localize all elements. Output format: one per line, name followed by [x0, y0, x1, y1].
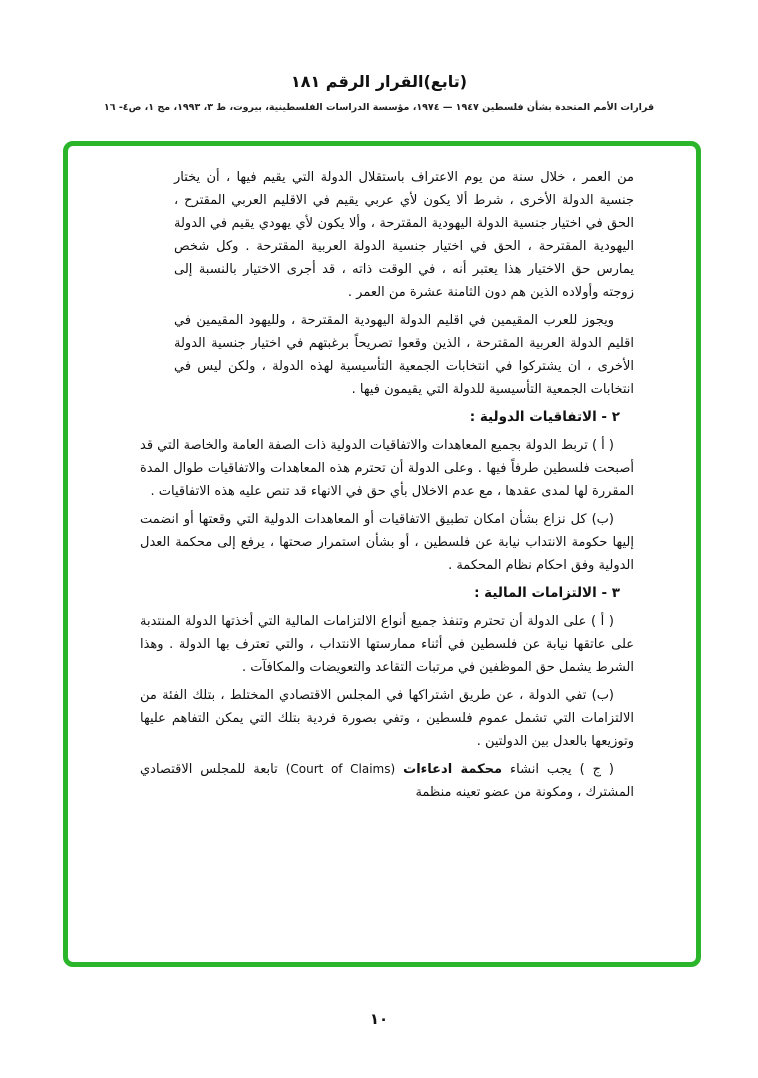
paragraph-financial-b: (ب) تفي الدولة ، عن طريق اشتراكها في المجلس الاقتصادي المختلط ، بتلك الفئة من الالتزامات التي تشمل عموم فلسطين ، وتفي بصورة فردية بتلك التي يمكن التفاهم عليها وتوزيعها بالعدل بين الدولتين .: [140, 688, 634, 749]
source-citation: قرارات الأمم المتحدة بشأن فلسطين ١٩٤٧ — ١٩٧٤، مؤسسة الدراسات الفلسطينية، بيروت، ط ٣، ١٩٩٣، مج ١، ص٤- ١٦: [103, 102, 655, 113]
paragraph-election-participation: ويجوز للعرب المقيمين في اقليم الدولة اليهودية المقترحة ، ولليهود المقيمين في اقليم الدولة العربية المقترحة ، الذين وقعوا تصريحاً برغبتهم في اختيار جنسية الدولة الأخرى ، ان يشتركوا في انتخابات الجمعية التأسيسية لهذه الدولة ، ولكن ليس في انتخابات الجمعية التأسيسية للدولة التي يقيمون فيها .: [174, 313, 634, 397]
court-paragraph-rest: تابعة للمجلس الاقتصادي المشترك ، ومكونة من عضو تعينه منظمة: [140, 762, 634, 800]
resolution-text-body: [68, 146, 696, 962]
page-number: ١٠: [369, 1010, 389, 1028]
court-name-english: (Court of Claims): [285, 762, 396, 776]
paragraph-financial-a: ( أ ) على الدولة أن تحترم وتنفذ جميع أنواع الالتزامات المالية التي أخذتها الدولة المنتدبة على عاتقها نيابة عن فلسطين في أثناء ممارستها الانتداب ، والتي تعترف بها الدولة . وهذا الشرط يشمل حق الموظفين في مرتبات التقاعد والتعويضات والمكافآت .: [140, 614, 634, 675]
paragraph-citizenship-choice: من العمر ، خلال سنة من يوم الاعتراف باستقلال الدولة التي يقيم فيها ، أن يختار جنسية الدولة الأخرى ، شرط ألا يكون لأي عربي يقيم في الاقليم العربي المقترح ، الحق في اختيار جنسية الدولة اليهودية المقترحة ، وألا يكون لأي يهودي يقيم في الدولة اليهودية المقترحة ، الحق في اختيار جنسية الدولة العربية المقترحة . وكل شخص يمارس حق الاختيار هذا يعتبر أنه ، في الوقت ذاته ، قد أجرى الاختيار بالنسبة إلى زوجته وأولاده الذين هم دون الثامنة عشرة من العمر .: [174, 170, 634, 300]
court-paragraph-prefix: ( ج ) يجب انشاء: [502, 762, 614, 777]
page-header: [0, 72, 758, 113]
resolution-title: (تابع)القرار الرقم ١٨١: [290, 72, 468, 91]
section-heading-international-agreements: ٢ - الاتفاقيات الدولية :: [469, 409, 620, 425]
court-name-arabic: محكمة ادعاءات: [403, 762, 503, 777]
paragraph-court-of-claims: [140, 758, 634, 804]
highlight-border-box: [63, 141, 701, 967]
paragraph-agreements-a: ( أ ) تربط الدولة بجميع المعاهدات والاتفاقيات الدولية ذات الصفة العامة والخاصة التي قد أصبحت فلسطين طرفاً فيها . وعلى الدولة أن تحترم هذه المعاهدات والاتفاقيات طوال المدة المقررة لها لمدى عقدها ، مع عدم الاخلال بأي حق في الانهاء قد تنص عليه هذه الاتفاقيات .: [140, 438, 634, 499]
section-heading-financial-obligations: ٣ - الالتزامات المالية :: [474, 585, 620, 601]
paragraph-agreements-b: (ب) كل نزاع بشأن امكان تطبيق الاتفاقيات أو المعاهدات الدولية التي وقعتها أو انضمت إليها حكومة الانتداب نيابة عن فلسطين ، أو بشأن استمرار صحتها ، يرفع إلى محكمة العدل الدولية وفق احكام نظام المحكمة .: [140, 512, 634, 573]
